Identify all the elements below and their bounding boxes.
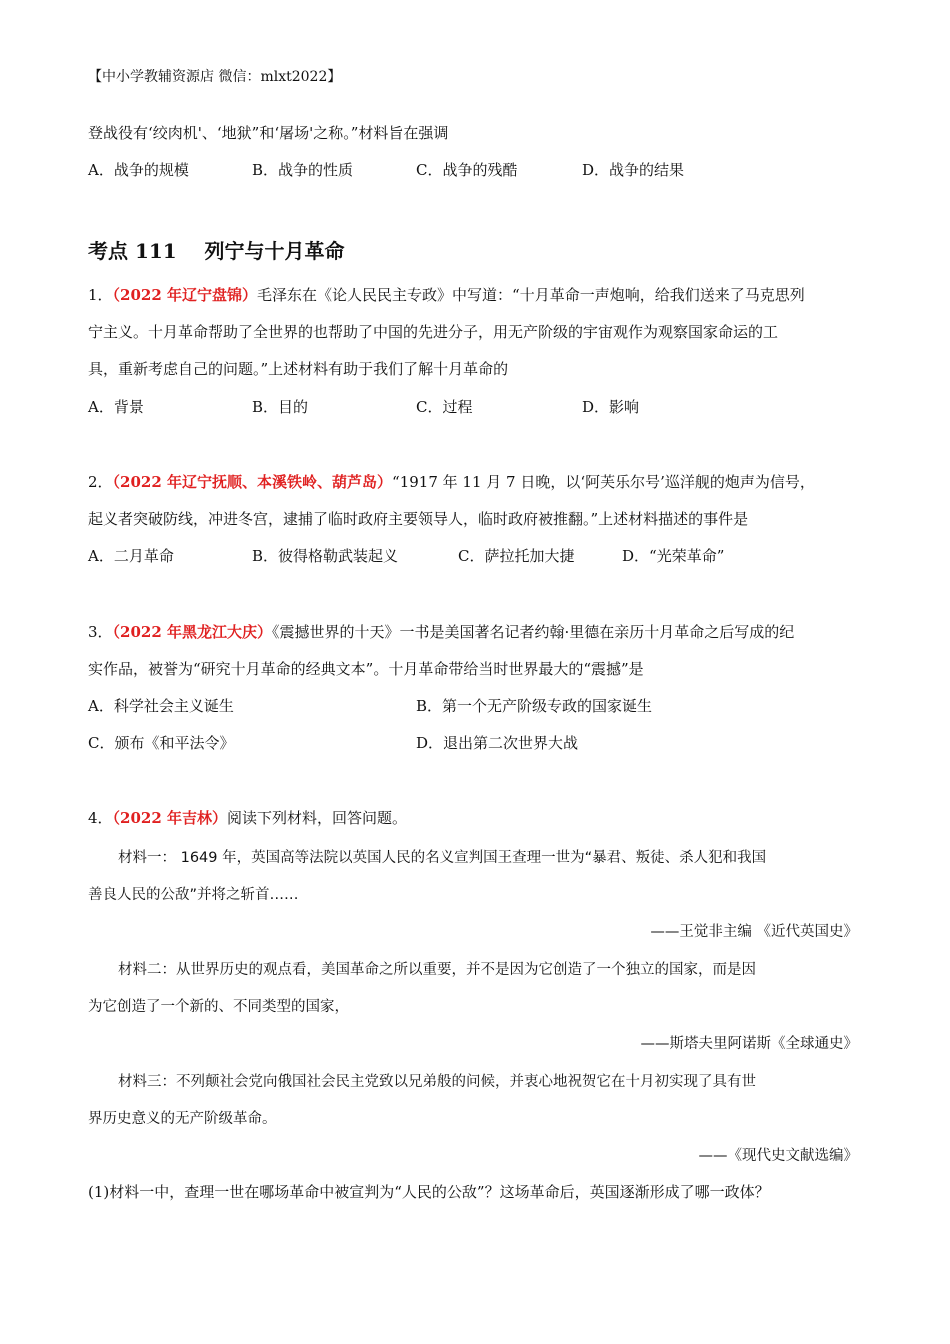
prev-option-c: C．战争的残酷 (416, 161, 518, 179)
question-1-line-3: 具，重新考虑自己的问题。”上述材料有助于我们了解十月革命的 (88, 360, 509, 378)
material-3-line-1: 材料三：不列颠社会党向俄国社会民主党致以兄弟般的问候，并衷心地祝贺它在十月初实现了具有世 (118, 1074, 756, 1090)
q2-option-c: C．萨拉托加大捷 (458, 547, 575, 565)
section-title: 考点 111 列宁与十月革命 (88, 239, 345, 263)
material-3-citation: ——《现代史文献选编》 (698, 1148, 858, 1164)
q2-option-b: B．彼得格勒武装起义 (252, 547, 399, 565)
material-1-citation: ——王觉非主编 《近代英国史》 (650, 924, 858, 940)
question-source: （2022 年吉林） (112, 809, 228, 827)
question-text: 阅读下列材料，回答问题。 (227, 809, 408, 827)
question-source: （2022 年辽宁盘锦） (112, 286, 258, 304)
question-number: 1． (88, 286, 113, 304)
q1-option-d: D．影响 (582, 398, 640, 416)
material-1-line-1: 材料一： 1649 年，英国高等法院以英国人民的名义宣判国王查理一世为“暴君、叛徒、杀人犯和我国 (118, 850, 767, 866)
question-number: 2． (88, 473, 113, 491)
question-2 (88, 471, 815, 492)
prev-option-b: B．战争的性质 (252, 161, 354, 179)
material-3-line-2: 界历史意义的无产阶级革命。 (88, 1111, 277, 1127)
question-2-line-2: 起义者突破防线，冲进冬宫，逮捕了临时政府主要领导人，临时政府被推翻。”上述材料描述的事件是 (88, 510, 749, 528)
question-number: 4． (88, 809, 113, 827)
q3-option-d: D．退出第二次世界大战 (416, 734, 579, 752)
question-3-line-2: 实作品，被誉为“研究十月革命的经典文本”。十月革命带给当时世界最大的“震撼”是 (88, 660, 644, 678)
page-header: 【中小学教辅资源店 微信：mlxt2022】 (88, 69, 342, 85)
prev-question-stem: 登战役有‘绞肉机'、‘地狱”和‘屠场'之称。”材料旨在强调 (88, 124, 449, 142)
question-text: “1917 年 11 月 7 日晚，以‘阿芙乐尔号’巡洋舰的炮声为信号， (392, 473, 815, 491)
prev-option-a: A．战争的规模 (88, 161, 189, 179)
question-1-line-2: 宁主义。十月革命帮助了全世界的也帮助了中国的先进分子，用无产阶级的宇宙观作为观察国家命运的工 (88, 323, 779, 341)
prev-option-d: D．战争的结果 (582, 161, 685, 179)
question-source: （2022 年辽宁抚顺、本溪铁岭、葫芦岛） (112, 473, 393, 491)
q1-option-c: C．过程 (416, 398, 473, 416)
question-text: 《震撼世界的十天》一书是美国著名记者约翰·里德在亲历十月革命之后写成的纪 (272, 623, 795, 641)
question-number: 3． (88, 623, 113, 641)
q3-option-b: B．第一个无产阶级专政的国家诞生 (416, 697, 653, 715)
question-source: （2022 年黑龙江大庆） (112, 623, 273, 641)
question-text: 毛泽东在《论人民民主专政》中写道：“十月革命一声炮响，给我们送来了马克思列 (257, 286, 805, 304)
q1-option-b: B．目的 (252, 398, 309, 416)
material-1-line-2: 善良人民的公敌”并将之斩首…… (88, 887, 299, 903)
q2-option-a: A．二月革命 (88, 547, 174, 565)
material-2-line-1: 材料二：从世界历史的观点看，美国革命之所以重要，并不是因为它创造了一个独立的国家，而是因 (118, 962, 756, 978)
material-2-line-2: 为它创造了一个新的、不同类型的国家， (88, 999, 349, 1015)
question-1 (88, 284, 805, 305)
material-2-citation: ——斯塔夫里阿诺斯《全球通史》 (640, 1036, 858, 1052)
question-4 (88, 807, 407, 828)
q1-option-a: A．背景 (88, 398, 144, 416)
sub-question-1: (1)材料一中，查理一世在哪场革命中被宣判为“人民的公敌”？这场革命后，英国逐渐形成了哪一政体？ (88, 1183, 770, 1201)
q3-option-a: A．科学社会主义诞生 (88, 697, 234, 715)
question-3 (88, 621, 794, 642)
q3-option-c: C．颁布《和平法令》 (88, 734, 235, 752)
q2-option-d: D．“光荣革命” (622, 547, 725, 565)
